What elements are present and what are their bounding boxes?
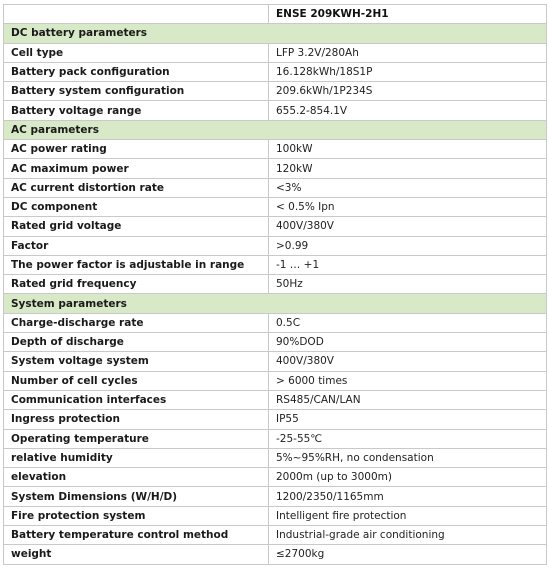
parameter-row (4, 101, 547, 120)
parameter-value: LFP 3.2V/280Ah (269, 43, 547, 62)
parameter-value: <3% (269, 178, 547, 197)
parameter-row (4, 390, 547, 409)
parameter-value: 16.128kWh/18S1P (269, 62, 547, 81)
parameter-label: DC component (4, 197, 269, 216)
parameter-label: AC maximum power (4, 159, 269, 178)
parameter-row (4, 275, 547, 294)
model-name-cell: ENSE 209KWH-2H1 (269, 5, 547, 24)
parameter-row (4, 197, 547, 216)
parameter-label: Battery system configuration (4, 82, 269, 101)
parameter-label: relative humidity (4, 448, 269, 467)
parameter-value: -1 … +1 (269, 255, 547, 274)
parameter-value: 400V/380V (269, 217, 547, 236)
section-header-row (4, 294, 547, 313)
parameter-row (4, 313, 547, 332)
parameter-row (4, 62, 547, 81)
parameter-row (4, 217, 547, 236)
parameter-label: System voltage system (4, 352, 269, 371)
parameter-row (4, 140, 547, 159)
parameter-label: System Dimensions (W/H/D) (4, 487, 269, 506)
section-header-row (4, 120, 547, 139)
parameter-value: 90%DOD (269, 333, 547, 352)
parameter-value: 655.2-854.1V (269, 101, 547, 120)
parameter-label: Communication interfaces (4, 390, 269, 409)
parameter-row (4, 82, 547, 101)
parameter-value: 400V/380V (269, 352, 547, 371)
parameter-label: weight (4, 545, 269, 564)
parameter-label: elevation (4, 468, 269, 487)
parameter-value: -25-55℃ (269, 429, 547, 448)
parameter-row (4, 506, 547, 525)
parameter-label: Charge-discharge rate (4, 313, 269, 332)
parameter-row (4, 468, 547, 487)
parameter-row (4, 410, 547, 429)
parameter-value: 1200/2350/1165mm (269, 487, 547, 506)
parameter-value: 209.6kWh/1P234S (269, 82, 547, 101)
parameter-value: IP55 (269, 410, 547, 429)
specification-table-body (4, 5, 547, 565)
parameter-label: Ingress protection (4, 410, 269, 429)
table-header-row (4, 5, 547, 24)
parameter-row (4, 43, 547, 62)
parameter-value: > 6000 times (269, 371, 547, 390)
parameter-value: 5%~95%RH, no condensation (269, 448, 547, 467)
parameter-value: 0.5C (269, 313, 547, 332)
parameter-row (4, 429, 547, 448)
section-title: AC parameters (4, 120, 547, 139)
parameter-label: The power factor is adjustable in range (4, 255, 269, 274)
header-label-cell (4, 5, 269, 24)
parameter-value: < 0.5% Ipn (269, 197, 547, 216)
parameter-row (4, 352, 547, 371)
parameter-value: ≤2700kg (269, 545, 547, 564)
parameter-row (4, 487, 547, 506)
parameter-row (4, 545, 547, 564)
parameter-label: Battery pack configuration (4, 62, 269, 81)
parameter-label: Number of cell cycles (4, 371, 269, 390)
parameter-label: Battery voltage range (4, 101, 269, 120)
parameter-label: Cell type (4, 43, 269, 62)
parameter-row (4, 159, 547, 178)
parameter-row (4, 526, 547, 545)
parameter-value: 2000m (up to 3000m) (269, 468, 547, 487)
parameter-label: AC power rating (4, 140, 269, 159)
parameter-value: 100kW (269, 140, 547, 159)
parameter-label: Fire protection system (4, 506, 269, 525)
parameter-value: >0.99 (269, 236, 547, 255)
parameter-row (4, 236, 547, 255)
parameter-row (4, 371, 547, 390)
parameter-value: 50Hz (269, 275, 547, 294)
parameter-label: Operating temperature (4, 429, 269, 448)
parameter-value: Intelligent fire protection (269, 506, 547, 525)
section-header-row (4, 24, 547, 43)
parameter-value: 120kW (269, 159, 547, 178)
parameter-row (4, 255, 547, 274)
parameter-label: Battery temperature control method (4, 526, 269, 545)
parameter-row (4, 448, 547, 467)
section-title: System parameters (4, 294, 547, 313)
parameter-row (4, 333, 547, 352)
parameter-label: Factor (4, 236, 269, 255)
parameter-label: AC current distortion rate (4, 178, 269, 197)
parameter-value: Industrial-grade air conditioning (269, 526, 547, 545)
specification-table (3, 4, 547, 565)
parameter-value: RS485/CAN/LAN (269, 390, 547, 409)
parameter-label: Rated grid frequency (4, 275, 269, 294)
parameter-row (4, 178, 547, 197)
parameter-label: Rated grid voltage (4, 217, 269, 236)
section-title: DC battery parameters (4, 24, 547, 43)
parameter-label: Depth of discharge (4, 333, 269, 352)
